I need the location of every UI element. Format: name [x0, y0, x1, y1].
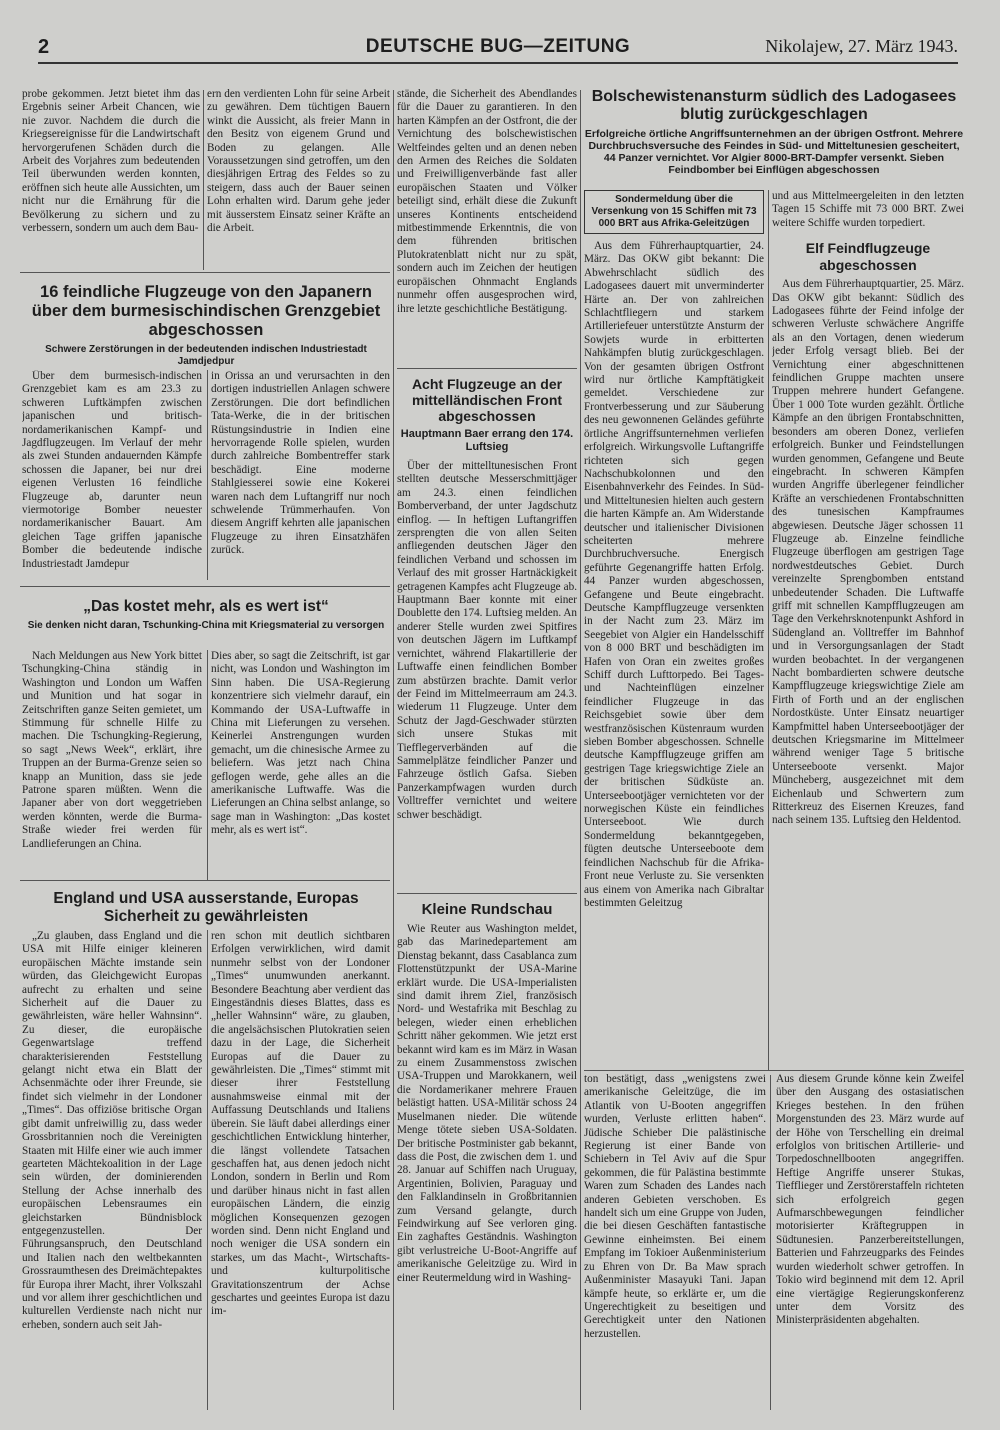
column-rule [207, 930, 208, 1410]
bottom-col3-text: ton bestätigt, dass „wenigstens zwei amerikanische Geleitzüge, die im Atlantik von U-Booten angegriffen wurden, Verluste erlitten haben“. Jüdische Schieber Die palästinische Regierung ist einer Bande von Schiebern in Tel Aviv auf die Spur gekommen, die für Palästina bestimmte Waren zum Schaden des Landes nach anderen Gebieten verschoben. Es handelt sich um eine Gruppe von Juden, die bei diesen Geschäften fantastische Gewinne einheimsten. Bei einem Empfang im Tokioer Außenministerium zu Ehren von Dr. Ba Maw sprach Außenminister Masayuki Tani. Japan kämpfe heute, so erklärte er, um die Ungerechtigkeit zu beseitigen und Gerechtigkeit unter den Nationen herzustellen. [584, 1073, 766, 1340]
column-rule [580, 90, 581, 1410]
col2-top-paragraph: ern den verdienten Lohn für seine Arbeit zu gewähren. Dem tüchtigen Bauern winkt die Aussicht, als freier Mann in den Besitz von eigenem Grund und Boden zu gelangen. Alle Voraussetzungen sind getroffen, um den diesjährigen Ertrag des Feldes so zu steigern, dass auch der Bauer seinen Lohn erhalten wird. Darum gehe jeder mit äusserstem Einsatz seiner Kräfte an die Arbeit. [207, 88, 390, 235]
england-headline: England und USA ausserstande, Europas Sicherheit zu gewährleisten [53, 890, 359, 925]
burma-subhead: Schwere Zerstörungen in der bedeutenden indischen Industriestadt Jamdjedpur [45, 344, 367, 367]
burma-col2 [211, 370, 390, 582]
section-rule [20, 880, 390, 881]
burma-col1 [22, 370, 202, 582]
special-report-box [584, 190, 764, 234]
section-rule [584, 1070, 964, 1071]
burma-headline: 16 feindliche Flugzeuge von den Japanern über dem burmesischindischen Grenzgebiet abgeschossen [31, 283, 381, 339]
rundschau-headline: Kleine Rundschau [421, 901, 553, 918]
ladoga-headline: Bolschewistenansturm südlich des Ladogasees blutig zurückgeschlagen [591, 88, 957, 123]
paper-title: DEUTSCHE BUG—ZEITUNG [365, 36, 631, 57]
masthead [38, 36, 958, 64]
special-report-text: Sondermeldung über die Versenkung von 15 Schiffen mit 73 000 BRT aus Afrika-Geleitzügen [591, 194, 757, 229]
bottom-col4 [776, 1073, 964, 1408]
england-article-header [22, 882, 390, 930]
burma-col1-text: Über dem burmesisch-indischen Grenzgebiet kam es am 23.3 zu schweren Luftkämpfen zwischen japanischen und britisch-nordamerikanischen Kampf- und Jagdflugzeugen. Im Verlauf der mehr als zwei Stunden andauernden Kämpfe schossen die Japaner, bei nur drei eigenen Verlusten 16 feindliche Flugzeuge ab, darunter neun viermotorige Bomber neuester nordamerikanischer Bauart. Am gleichen Tage griffen japanische Bomber die bedeutende indische Industriestadt Jamdepur [22, 370, 202, 570]
elf-column [772, 190, 964, 1068]
england-col1 [22, 930, 202, 1408]
ladoga-col1 [584, 190, 764, 1068]
page-number: 2 [38, 36, 50, 58]
acht-article [397, 372, 577, 890]
kostet-col1-text: Nach Meldungen aus New York bittet Tschungking-China ständig in Washington und London um Waffen und Munition und hat sogar in Zeitschriften ganze Seiten gemietet, um Stimmung für schnelle Hilfe zu machen. Die Tschungking-Regierung, so sagt „News Week“, erklärt, ihre Truppen an der Burma-Grenze seien so knapp an Munition, dass sie jede Patrone sparen müßten. Wenn die Japaner aber von dort weggetrieben werden könnten, werde die Burma-Straße wieder frei werden für Landlieferungen an China. [22, 650, 202, 850]
box-continuation: und aus Mittelmeergeleiten in den letzten Tagen 15 Schiffe mit 73 000 BRT. Zwei weitere Schiffe wurden torpediert. [772, 190, 964, 229]
col1-top-paragraph: probe gekommen. Jetzt bietet ihm das Ergebnis seiner Arbeit Chancen, wie nie zuvor. Nachdem die durch die Kriegsereignisse für die Landwirtschaft hervorgerufenen Schäden durch die Arbeit des Vorjahres zum bedeutenden Teil überwunden werden konnten, eröffnen sich heute alle Aussichten, um nicht nur die Ernährung für die Bevölkerung zu sichern und zu verbessern, sondern um auch dem Bau- [22, 88, 200, 235]
col3-top-text [397, 88, 577, 366]
col3-top-paragraph: stände, die Sicherheit des Abendlandes für die Dauer zu garantieren. In den harten Kämpfen an der Ostfront, die der Vernichtung des bolschewistischen Weltfeindes gelten und an denen neben den Armen des Reiches die Soldaten und Freiwilligenverbände fast aller europäischen Staaten und Völker beteiligt sind, erhält diese die Zukunft unseres Kontinents entscheidend mitbestimmende Erkenntnis, die von dem führenden britischen Plutokratenblatt nicht nur zu spät, sondern auch im Zeichen der heutigen europäischen Ohnmacht Englands nunmehr offen ausgesprochen wird, ihre letzte geschichtliche Bestätigung. [397, 88, 577, 315]
section-rule [397, 893, 577, 894]
col1-top-text [22, 88, 200, 268]
burma-article-header [22, 275, 390, 370]
bottom-col3 [584, 1073, 766, 1408]
column-rule [207, 370, 208, 580]
acht-body: Über der mittelltunesischen Front stellten deutsche Messerschmittjäger am 24.3. einen feindlichen Bomberverband, der unter Jagdschutz einflog. — In heftigen Luftangriffen zersprengten die von allen Seiten anfliegenden deutschen Jäger den feindlichen Verband und schossen im Verlauf des mit grosser Hartnäckigkeit getragenen Kampfes acht Flugzeuge ab. Hauptmann Baer konnte mit einer Doublette den 174. Luftsieg melden. An anderer Stelle wurden zwei Spitfires von deutschen Jägern im Luftkampf vernichtet, während Flakartillerie der Luftwaffe einen feindlichen Bomber zum abstürzen brachte. Damit verlor der Feind im Mittelmeerraum am 24.3. wiederum 11 Flugzeuge. Unter dem Schutz der Jagd-Geschwader stürzten sich unsere Stukas mit Tiefflegerverbänden auf die Sammelplätze feindlicher Panzer und Fahrzeuge östlich Gafsa. Sieben Panzerkampfwagen wurden durch Volltreffer vernichtet und weitere schwer beschädigt. [397, 460, 577, 821]
kostet-col2-text: Dies aber, so sagt die Zeitschrift, ist gar nicht, was London und Washington im Sinn haben. Die USA-Regierung konzentriere sich vielmehr darauf, ein Kommando der USA-Luftwaffe in China mit Lieferungen zu versehen. Keinerlei Anstrengungen wurden gemacht, um die chinesische Armee zu beliefern. Was jetzt nach China geflogen werde, gehe alles an die amerikanische Luftwaffe. Was die Lieferungen an China selbst anlange, so sage man in Washington: „Das kostet mehr, als es wert ist“. [211, 650, 390, 837]
rundschau-body: Wie Reuter aus Washington meldet, gab das Marinedepartement am Dienstag bekannt, dass Casablanca zum Flottenstützpunkt der USA-Marine erklärt wurde. Die USA-Imperialisten sind damit ihrem Ziel, französisch Nord- und Westafrika mit Beschlag zu belegen, wieder einen erheblichen Schritt näher gekommen. Wie jetzt erst bekannt wird kam es im März in Wasan zu einem Zusammenstoss zwischen USA-Truppen und Marokkanern, weil die Nordamerikaner mehrere Frauen belästigt hatten. USA-Militär schoss 24 Muselmanen nieder. Die wütende Menge tötete sieben USA-Soldaten. Der britische Postminister gab bekannt, dass die Post, die zwischen dem 1. und 28. Januar auf Schiffen nach Uruguay, Argentinien, Bolivien, Paraguay und den Falklandinseln in Großbritannien zum Versand gelangte, durch Feindwirkung auf See verloren ging. Ein zaghaftes Geständnis. Washington gibt verlustreiche U-Boot-Angriffe auf amerikanische Geleitzüge zu. Wird in einer Reutermeldung wird in Washing- [397, 923, 577, 1284]
column-rule [768, 190, 769, 1070]
ladoga-article-header [584, 84, 964, 190]
kostet-subhead: Sie denken nicht daran, Tschunking-China mit Kriegsmaterial zu versorgen [27, 620, 385, 631]
place-date: Nikolajew, 27. März 1943. [765, 36, 958, 56]
acht-subhead: Hauptmann Baer errang den 174. Luftsieg [400, 428, 574, 453]
elf-body: Aus dem Führerhauptquartier, 25. März. Das OKW gibt bekannt: Südlich des Ladogasees führte der Feind infolge der schweren Verluste schwächere Angriffe als an den Vortagen, denen wiederum jeder Erfolg versagt blieb. Bei der Vernichtung einer abgeschnittenen feindlichen Gruppe machten unsere Truppen mehrere hundert Gefangene. Über 1 000 Tote wurden gezählt. Örtliche Kämpfe an den übrigen Frontabschnitten, besonders am oberen Donez, verliefen erfolgreich. Bunker und Feindstellungen wurden genommen, Gefangene und Beute eingebracht. In schweren Kämpfen wurden Angriffe überlegener feindlicher Kräfte an verschiedenen Frontabschnitten des tunesischen Kampfraumes abgewiesen. Deutsche Jäger schossen 11 Flugzeuge ab. Einzelne feindliche Flugzeuge überflogen am gestrigen Tage nordwestdeutsches Gebiet. Durch vereinzelte Sprengbomben entstand unbedeutender Schaden. Die Luftwaffe griff mit schnellen Kampfflugzeugen am Tage den Verkehrsknotenpunkt Ashford in Südengland an. Volltreffer im Bahnhof und in Versorgungsanlagen der Stadt wurden beobachtet. In der vergangenen Nacht bombardierten schwere deutsche Kampfflugzeuge kriegswichtige Ziele am Firth of Forth und an der englischen Nordostküste. Unter Einsatz neuartiger Kampfmittel haben Unterseebootjäger der deutschen Kriegsmarine im Mittelmeer während weniger Tage 5 britische Unterseeboote versenkt. Major Müncheberg, ausgezeichnet mit dem Eichenlaub und Schwertern zum Ritterkreuz des Eisernen Kreuzes, fand nach seinem 135. Luftsieg den Heldentod. [772, 278, 964, 827]
bottom-col4-text: Aus diesem Grunde könne kein Zweifel über den Ausgang des ostasiatischen Krieges bestehen. In den frühen Morgenstunden des 23. März wurde auf der Höhe von Terschelling ein dreimal erfolglos von britischen Artillerie- und Torpedoschnellbooten angegriffen. Heftige Angriffe unserer Stukas, Tiefflieger und Zerstörerstaffeln richteten sich erfolgreich gegen Aufmarschbewegungen feindlicher motorisierter Kräftegruppen in Südtunesien. Panzerbereitstellungen, Batterien und Fahrzeugparks des Feindes wurden wiederholt schwer getroffen. In Tokio wird beginnend mit dem 12. April eine viertägige Regierungskonferenz unter dem Vorsitz des Ministerpräsidenten abgehalten. [776, 1073, 964, 1327]
kostet-col1 [22, 650, 202, 876]
ladoga-subhead: Erfolgreiche örtliche Angriffsunternehmen an der übrigen Ostfront. Mehrere Durchbruchsversuche des Feindes in Süd- und Mitteltunesien gescheitert, 44 Panzer vernichtet. Vor Algier 8000-BRT-Dampfer versenkt. Sieben Feindbomber bei Einflügen abgeschossen [584, 128, 964, 176]
ladoga-col1-text: Aus dem Führerhauptquartier, 24. März. Das OKW gibt bekannt: Die Abwehrschlacht südlich des Ladogasees dauert mit unverminderter Härte an. Der von zahlreichen Schlachtfliegern und starkem Artilleriefeuer unterstützte Ansturm der Sowjets wurde in erbitterten Nahkämpfen blutig zurückgeschlagen. Von der gesamten übrigen Ostfront wird nur örtliche Kampftätigkeit gemeldet. Verschiedene zur Frontverbesserung und zur Säuberung des neu gewonnenen Geländes geführte örtliche Angriffsunternehmen verliefen erfolgreich. Wirkungsvolle Luftangriffe richteten sich gegen Nachschubkolonnen und den Eisenbahnverkehr des Feindes. In Süd- und Mitteltunesien hielten auch gestern die harten Kämpfe an. Am Widerstande deutscher und italienischer Divisionen scheiterten mehrere Durchbruchversuche. Energisch geführte Gegenangriffe hatten Erfolg. 44 Panzer wurden abgeschossen, Gefangene und Beute eingebracht. Deutsche Kampfflugzeuge versenkten in der Nacht zum 23. März im Seegebiet von Algier ein Handelsschiff von 8 000 BRT und beschädigten im Hafen von Oran ein zweites großes Schiff durch Lufttorpedo. Bei Tages- und Nachteinflügen einzelner feindlicher Flugzeuge in das Reichsgebiet sowie über dem westfranzösischen Küstenraum wurden sieben Bomber abgeschossen. Schnelle deutsche Kampfflugzeuge griffen am gestrigen Tage kriegswichtige Ziele an der britischen Südküste an. Unterseebootjäger vernichteten vor der norwegischen Küste ein feindliches Unterseeboot. Wie durch Sondermeldung bekanntgegeben, fügten deutsche Unterseeboote dem feindlichen Nachschub für die Afrika-Front neue Verluste zu. Sie versenkten aus einem von Amerika nach Gibraltar bestimmten Geleitzug [584, 240, 764, 909]
section-rule [397, 368, 577, 369]
rundschau-article [397, 897, 577, 1408]
england-col2 [211, 930, 390, 1408]
kostet-headline: „Das kostet mehr, als es wert ist“ [83, 598, 329, 615]
elf-headline: Elf Feindflugzeuge abgeschossen [805, 240, 931, 274]
kostet-article-header [22, 590, 390, 650]
section-rule [20, 586, 390, 587]
column-rule [770, 1075, 771, 1410]
acht-headline: Acht Flugzeuge an der mittelländischen Front abgeschossen [411, 376, 563, 424]
kostet-col2 [211, 650, 390, 876]
column-rule [207, 650, 208, 880]
col2-top-text [207, 88, 390, 268]
column-rule [203, 90, 204, 270]
section-rule [20, 272, 390, 273]
column-rule [393, 90, 394, 1410]
burma-col2-text: in Orissa an und verursachten in den dortigen industriellen Anlagen schwere Zerstörungen. Die dort befindlichen Tata-Werke, die in der britischen Rüstungsindustrie in Indien eine hervorragende Rolle spielen, wurden durch zahlreiche Bombentreffer stark beschädigt. Eine moderne Stahlgiesserei sowie eine Kokerei waren nach dem Luftangriff nur noch schwelende Trümmerhaufen. Von diesem Angriff kehrten alle japanischen Flugzeuge zu ihren Einsatzhäfen zurück. [211, 370, 390, 557]
england-col2-text: ren schon mit deutlich sichtbaren Erfolgen verwirklichen, wird damit nunmehr selbst von der Londoner „Times“ unumwunden anerkannt. Besondere Beachtung aber verdient das Eingeständnis dieses Blattes, dass es „heller Wahnsinn“ wäre, zu glauben, die angelsächsischen Plutokratien seien dazu in der Lage, die Sicherheit Europas auf die Dauer zu gewährleisten. Die „Times“ stimmt mit dieser ihrer Feststellung ausnahmsweise einmal mit der Auffassung Deutschlands und Italiens überein. Sie läuft dabei allerdings einer geschichtlichen Entwicklung hinterher, die längst vollendete Tatsachen geschaffen hat, aus denen jedoch nicht London, sondern in Berlin und Rom und darüber hinaus nicht in fast allen europäischen Ländern, die einzig möglichen Konsequenzen gezogen worden sind. Denn nicht England und noch weniger die USA sondern ein starkes, um das Macht-, Wirtschafts- und kulturpolitische Gravitationszentrum der Achse geschartes und geeintes Europa ist dazu im- [211, 930, 390, 1318]
england-col1-text: „Zu glauben, dass England und die USA mit Hilfe einiger kleineren europäischen Mächte imstande sein würden, das Gleichgewicht Europas aufrecht zu erhalten und seine Sicherheit auf die Dauer zu gewährleisten, wäre heller Wahnsinn“. Zu dieser, die europäische Gegenwartslage treffend charakterisierenden Feststellung gelangt nicht etwa ein Blatt der Achsenmächte oder ihrer Freunde, sie findet sich vielmehr in der Londoner „Times“. Das offiziöse britische Organ gibt damit unfreiwillig zu, dass weder Grossbritannien noch die Vereinigten Staaten mit Hilfe einer wie auch immer gearteten Mächtekoalition in der Lage sein würden, der dominierenden Stellung der Achse innerhalb des europäischen Lebensraumes ein gleichstarken Bündnisblock entgegenzustellen. Der Führungsanspruch, den Deutschland und Italien nach den weltbekannten Grossraumthesen des Dreimächtepaktes für Europa ihrer Macht, ihrer Volkszahl und vor allem ihrer geschichtlichen und kulturellen Verdienste nach nicht nur erheben, sondern auch seit Jah- [22, 930, 202, 1331]
